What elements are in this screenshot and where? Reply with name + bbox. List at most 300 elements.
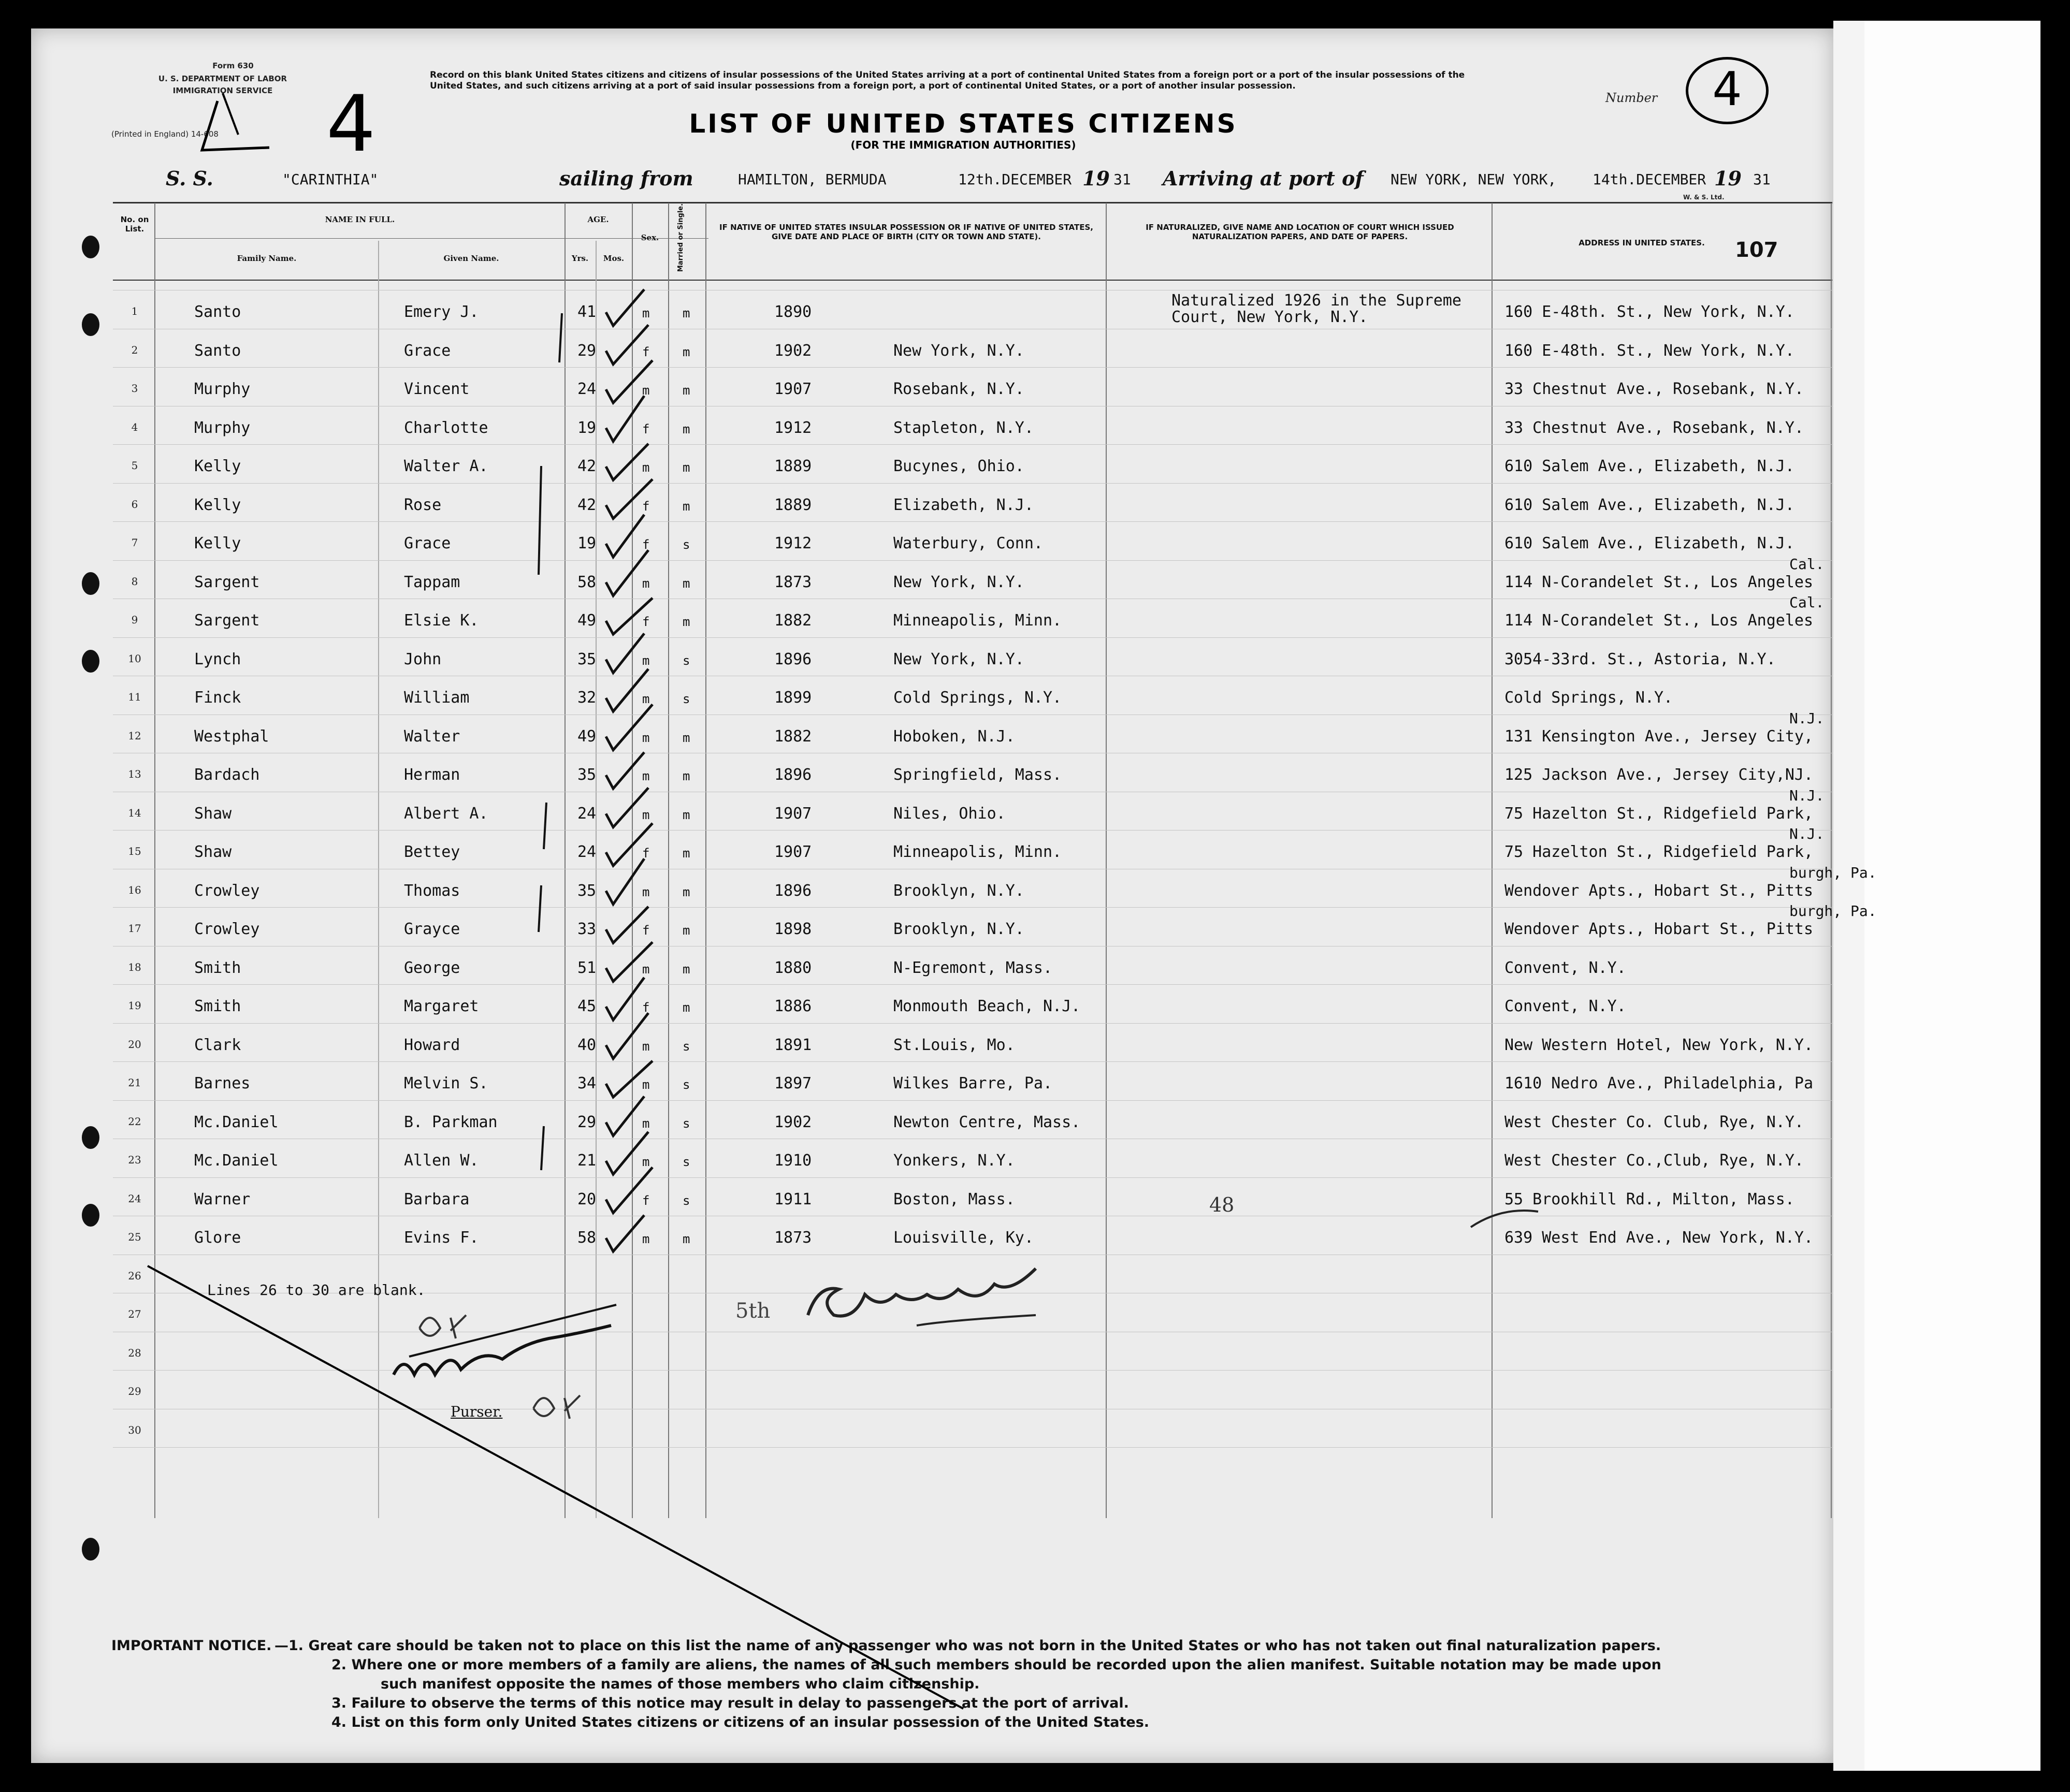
birth-year: 1907 xyxy=(774,804,812,823)
marital-status: m xyxy=(683,846,690,861)
given-name: Bettey xyxy=(404,843,460,861)
address-continuation: N.J. xyxy=(1789,786,1825,804)
arrival-port: NEW YORK, NEW YORK, xyxy=(1391,171,1557,188)
marital-status: m xyxy=(683,961,690,977)
check-mark xyxy=(606,942,653,982)
family-name: Westphal xyxy=(194,727,269,746)
birth-year: 1882 xyxy=(774,727,812,746)
row-number: 17 xyxy=(128,922,141,935)
birth-place: Hoboken, N.J. xyxy=(893,727,1015,746)
birth-year: 1889 xyxy=(774,496,812,514)
arrival-date: 14th.DECEMBER xyxy=(1593,171,1706,188)
birth-place: Brooklyn, N.Y. xyxy=(893,920,1024,938)
sex: m xyxy=(642,653,650,668)
col-sex: Sex. xyxy=(641,233,659,242)
check-mark xyxy=(606,634,644,673)
page-subtitle: (FOR THE IMMIGRATION AUTHORITIES) xyxy=(850,139,1076,151)
address: Convent, N.Y. xyxy=(1504,997,1626,1015)
age-years: 35 xyxy=(577,650,597,668)
ss-label: S. S. xyxy=(166,167,213,190)
marital-status: m xyxy=(683,730,690,745)
row-number: 28 xyxy=(128,1346,141,1359)
row-number: 1 xyxy=(131,305,138,317)
inspector-signature xyxy=(808,1269,1036,1316)
sex: m xyxy=(642,306,650,320)
col-naturalized: IF NATURALIZED, GIVE NAME AND LOCATION OF COURT WHICH ISSUED NATURALIZATION PAPERS, AND DATE OF PAPERS. xyxy=(1146,223,1454,241)
birth-place: New York, N.Y. xyxy=(893,341,1024,360)
address: Convent, N.Y. xyxy=(1504,958,1626,977)
check-mark xyxy=(606,360,653,403)
row-number: 22 xyxy=(128,1115,141,1128)
sex: m xyxy=(642,692,650,706)
marital-status: s xyxy=(683,1193,690,1208)
family-name: Smith xyxy=(194,958,241,977)
cancel-diagonal-line xyxy=(148,1266,963,1709)
age-years: 42 xyxy=(577,496,597,514)
address: Cold Springs, N.Y. xyxy=(1504,689,1673,707)
row-number: 23 xyxy=(128,1154,141,1166)
row-number: 7 xyxy=(131,536,138,549)
sex: m xyxy=(642,383,650,398)
sex: m xyxy=(642,576,650,591)
birth-year: 1880 xyxy=(774,958,812,977)
col-age: AGE. xyxy=(587,215,609,224)
address-continuation: Cal. xyxy=(1789,594,1825,611)
given-name: Vincent xyxy=(404,380,470,398)
age-years: 49 xyxy=(577,611,597,630)
row-number: 13 xyxy=(128,768,141,780)
age-years: 42 xyxy=(577,457,597,475)
marital-status: s xyxy=(683,1039,690,1054)
birth-year: 1902 xyxy=(774,1113,812,1131)
row24-annotation: 48 xyxy=(1209,1193,1235,1216)
birth-place: Elizabeth, N.J. xyxy=(893,496,1034,514)
sail-year: 31 xyxy=(1113,171,1131,188)
birth-place: Boston, Mass. xyxy=(893,1190,1015,1208)
check-mark xyxy=(606,325,648,365)
sex: f xyxy=(642,1000,650,1015)
family-name: Mc.Daniel xyxy=(194,1152,279,1170)
age-years: 24 xyxy=(577,380,597,398)
printed-note: (Printed in England) 14-608 xyxy=(111,129,219,139)
birth-place: New York, N.Y. xyxy=(893,650,1024,668)
check-mark xyxy=(606,788,648,827)
age-years: 58 xyxy=(577,573,597,591)
birth-year: 1910 xyxy=(774,1152,812,1170)
birth-year: 1912 xyxy=(774,534,812,552)
age-years: 32 xyxy=(577,689,597,707)
birth-year: 1911 xyxy=(774,1190,812,1208)
family-name: Crowley xyxy=(194,881,260,900)
age-years: 45 xyxy=(577,997,597,1015)
family-bracket xyxy=(559,313,562,362)
sailing-from-label: sailing from xyxy=(559,167,693,190)
marital-status: s xyxy=(683,537,690,552)
address: 131 Kensington Ave., Jersey City, xyxy=(1504,727,1814,746)
given-name: Tappam xyxy=(404,573,460,591)
address-continuation: N.J. xyxy=(1789,825,1825,842)
birth-year: 1882 xyxy=(774,611,812,630)
marital-status: m xyxy=(683,923,690,938)
given-name: Elsie K. xyxy=(404,611,479,630)
birth-place: Brooklyn, N.Y. xyxy=(893,881,1024,900)
birth-place: Yonkers, N.Y. xyxy=(893,1152,1015,1170)
family-name: Sargent xyxy=(194,573,260,591)
handwritten-stroke xyxy=(223,93,238,135)
check-mark xyxy=(606,978,644,1020)
sex: f xyxy=(642,499,650,514)
sex: m xyxy=(642,460,650,475)
marital-status: m xyxy=(683,1232,690,1246)
sex: f xyxy=(642,344,650,359)
birth-year: 1907 xyxy=(774,843,812,861)
family-name: Mc.Daniel xyxy=(194,1113,279,1131)
col-no: No. on List. xyxy=(120,215,149,234)
service: IMMIGRATION SERVICE xyxy=(172,86,273,95)
age-years: 24 xyxy=(577,804,597,823)
birth-year: 1912 xyxy=(774,418,812,437)
purser-label: Purser. xyxy=(451,1403,503,1420)
age-years: 20 xyxy=(577,1190,597,1208)
inspector-signature-underline xyxy=(917,1315,1036,1325)
given-name: Charlotte xyxy=(404,418,488,437)
birth-place: Niles, Ohio. xyxy=(893,804,1006,823)
age-years: 51 xyxy=(577,958,597,977)
marital-status: s xyxy=(683,1155,690,1169)
address: 33 Chestnut Ave., Rosebank, N.Y. xyxy=(1504,418,1804,437)
row-number: 30 xyxy=(128,1423,141,1436)
row-number: 26 xyxy=(128,1269,141,1282)
family-name: Murphy xyxy=(194,380,251,398)
given-name: John xyxy=(404,650,442,668)
form-number: Form 630 xyxy=(212,61,254,70)
given-name: Rose xyxy=(404,496,442,514)
address: 3054-33rd. St., Astoria, N.Y. xyxy=(1504,650,1776,668)
given-name: Grace xyxy=(404,534,451,552)
given-name: Walter A. xyxy=(404,457,488,475)
family-bracket xyxy=(541,1126,544,1170)
birth-place: Wilkes Barre, Pa. xyxy=(893,1074,1053,1092)
check-mark xyxy=(606,479,653,519)
row-number: 27 xyxy=(128,1308,141,1320)
sex: f xyxy=(642,923,650,938)
birth-place: Springfield, Mass. xyxy=(893,766,1062,784)
marital-status: m xyxy=(683,1000,690,1015)
row-number: 29 xyxy=(128,1385,141,1397)
row-number: 6 xyxy=(131,498,138,511)
age-years: 58 xyxy=(577,1229,597,1247)
marital-status: m xyxy=(683,499,690,514)
family-name: Kelly xyxy=(194,457,241,475)
arrive-year-prefix: 19 xyxy=(1714,167,1742,190)
page-title: LIST OF UNITED STATES CITIZENS xyxy=(689,109,1238,139)
address: 114 N-Corandelet St., Los Angeles xyxy=(1504,573,1814,591)
birth-place: Rosebank, N.Y. xyxy=(893,380,1024,398)
notice-item: 2. Where one or more members of a family are aliens, the names of all such members should be recorded upon the alien manifest. Suitable notation may be made upon xyxy=(331,1657,1661,1673)
family-name: Warner xyxy=(194,1190,251,1208)
age-years: 41 xyxy=(577,303,597,321)
marital-status: m xyxy=(683,769,690,783)
family-name: Clark xyxy=(194,1036,241,1054)
marital-status: m xyxy=(683,306,690,320)
notice-item: such manifest opposite the names of those members who claim citizenship. xyxy=(381,1676,980,1692)
notice-item: —1. Great care should be taken not to place on this list the name of any passenger who was not born in the United States or who has not taken out final naturalization papers. xyxy=(274,1638,1661,1654)
address: 55 Brookhill Rd., Milton, Mass. xyxy=(1504,1190,1794,1208)
check-mark xyxy=(606,907,648,943)
family-name: Sargent xyxy=(194,611,260,630)
birth-year: 1899 xyxy=(774,689,812,707)
birth-year: 1889 xyxy=(774,457,812,475)
family-name: Santo xyxy=(194,341,241,360)
family-name: Glore xyxy=(194,1229,241,1247)
birth-place: St.Louis, Mo. xyxy=(893,1036,1015,1054)
address-correction-mark xyxy=(1471,1211,1538,1227)
family-bracket xyxy=(539,885,541,932)
blank-lines-note: Lines 26 to 30 are blank. xyxy=(207,1281,426,1299)
family-name: Smith xyxy=(194,997,241,1015)
check-mark xyxy=(606,1061,653,1097)
family-name: Shaw xyxy=(194,843,232,861)
sex: f xyxy=(642,537,650,552)
marital-status: m xyxy=(683,460,690,475)
birth-year: 1873 xyxy=(774,1229,812,1247)
col-months: Mos. xyxy=(603,254,625,263)
family-name: Kelly xyxy=(194,496,241,514)
sail-date: 12th.DECEMBER xyxy=(958,171,1072,188)
check-mark xyxy=(606,823,653,866)
birth-place: Newton Centre, Mass. xyxy=(893,1113,1081,1131)
family-name: Lynch xyxy=(194,650,241,668)
age-years: 21 xyxy=(577,1152,597,1170)
notice-item: 4. List on this form only United States citizens or citizens of an insular possession of the United States. xyxy=(331,1714,1150,1730)
family-name: Santo xyxy=(194,303,241,321)
address: Wendover Apts., Hobart St., Pitts xyxy=(1504,920,1814,938)
given-name: William xyxy=(404,689,470,707)
address: 75 Hazelton St., Ridgefield Park, xyxy=(1504,843,1814,861)
department: U. S. DEPARTMENT OF LABOR xyxy=(158,74,287,83)
address: 33 Chestnut Ave., Rosebank, N.Y. xyxy=(1504,380,1804,398)
address: 610 Salem Ave., Elizabeth, N.J. xyxy=(1504,496,1794,514)
address-continuation: N.J. xyxy=(1789,709,1825,727)
row-number: 18 xyxy=(128,960,141,973)
col-married-single: Married or Single. xyxy=(677,203,685,272)
birth-place: Bucynes, Ohio. xyxy=(893,457,1024,475)
age-years: 33 xyxy=(577,920,597,938)
given-name: Thomas xyxy=(404,881,460,900)
family-name: Kelly xyxy=(194,534,241,552)
marital-status: m xyxy=(683,615,690,629)
marital-status: m xyxy=(683,344,690,359)
list-number-circled: 4 xyxy=(1686,57,1769,124)
age-years: 35 xyxy=(577,881,597,900)
sex: f xyxy=(642,1193,650,1208)
row-number: 8 xyxy=(131,575,138,588)
family-name: Finck xyxy=(194,689,241,707)
given-name: Howard xyxy=(404,1036,460,1054)
family-name: Shaw xyxy=(194,804,232,823)
given-name: Evins F. xyxy=(404,1229,479,1247)
age-years: 24 xyxy=(577,843,597,861)
col-given-name: Given Name. xyxy=(443,254,499,263)
check-mark xyxy=(606,444,648,480)
inspector-prefix: 5th xyxy=(735,1299,771,1323)
check-mark xyxy=(606,752,644,789)
birth-place: Stapleton, N.Y. xyxy=(893,418,1034,437)
col-name-in-full: NAME IN FULL. xyxy=(325,215,395,224)
birth-place: N-Egremont, Mass. xyxy=(893,958,1053,977)
col-family-name: Family Name. xyxy=(237,254,297,263)
birth-place: Minneapolis, Minn. xyxy=(893,843,1062,861)
given-name: Allen W. xyxy=(404,1152,479,1170)
row-number: 9 xyxy=(131,614,138,626)
arriving-label: Arriving at port of xyxy=(1163,167,1364,190)
marital-status: s xyxy=(683,1116,690,1131)
sex: m xyxy=(642,807,650,822)
arrive-year: 31 xyxy=(1753,171,1771,188)
check-mark xyxy=(606,669,648,711)
marital-status: s xyxy=(683,1077,690,1092)
birth-year: 1891 xyxy=(774,1036,812,1054)
family-bracket xyxy=(539,466,541,575)
marital-status: s xyxy=(683,653,690,668)
row-number: 24 xyxy=(128,1192,141,1205)
address: Wendover Apts., Hobart St., Pitts xyxy=(1504,881,1814,900)
age-years: 40 xyxy=(577,1036,597,1054)
birth-year: 1897 xyxy=(774,1074,812,1092)
sex: m xyxy=(642,1116,650,1131)
given-name: Albert A. xyxy=(404,804,488,823)
ok-mark xyxy=(533,1395,580,1419)
naturalization-line-2: Court, New York, N.Y. xyxy=(1171,308,1368,326)
given-name: Herman xyxy=(404,766,460,784)
notice-item: 3. Failure to observe the terms of this notice may result in delay to passengers at the port of arrival. xyxy=(331,1695,1129,1711)
col-address: ADDRESS IN UNITED STATES. xyxy=(1579,238,1705,247)
birth-place: New York, N.Y. xyxy=(893,573,1024,591)
row-number: 16 xyxy=(128,883,141,896)
sex: m xyxy=(642,961,650,977)
birth-year: 1873 xyxy=(774,573,812,591)
address: West Chester Co. Club, Rye, N.Y. xyxy=(1504,1113,1804,1131)
check-mark xyxy=(606,1097,644,1136)
row-number: 14 xyxy=(128,806,141,819)
given-name: Barbara xyxy=(404,1190,470,1208)
birth-year: 1886 xyxy=(774,997,812,1015)
sex: f xyxy=(642,421,650,436)
address: 610 Salem Ave., Elizabeth, N.J. xyxy=(1504,534,1794,552)
birth-place: Minneapolis, Minn. xyxy=(893,611,1062,630)
sex: m xyxy=(642,1039,650,1054)
row-number: 4 xyxy=(131,420,138,433)
address: 1610 Nedro Ave., Philadelphia, Pa xyxy=(1504,1074,1814,1092)
address: 639 West End Ave., New York, N.Y. xyxy=(1504,1229,1814,1247)
ok-mark xyxy=(419,1315,466,1338)
age-years: 29 xyxy=(577,1113,597,1131)
given-name: Grayce xyxy=(404,920,460,938)
birth-place: Cold Springs, N.Y. xyxy=(893,689,1062,707)
given-name: Melvin S. xyxy=(404,1074,488,1092)
age-years: 29 xyxy=(577,341,597,360)
row-number: 11 xyxy=(128,691,141,703)
col-years: Yrs. xyxy=(571,254,589,263)
check-mark xyxy=(606,1215,644,1251)
naturalization-line-1: Naturalized 1926 in the Supreme xyxy=(1171,292,1461,310)
row-number: 19 xyxy=(128,999,141,1012)
birth-year: 1902 xyxy=(774,341,812,360)
birth-year: 1896 xyxy=(774,881,812,900)
family-name: Murphy xyxy=(194,418,251,437)
check-mark xyxy=(606,289,644,326)
marital-status: m xyxy=(683,884,690,899)
row-number: 3 xyxy=(131,382,138,395)
marital-status: m xyxy=(683,421,690,436)
address-stamp: 107 xyxy=(1735,238,1778,262)
sex: m xyxy=(642,730,650,745)
address-continuation: burgh, Pa. xyxy=(1789,902,1877,920)
sex: m xyxy=(642,884,650,899)
given-name: Margaret xyxy=(404,997,479,1015)
marital-status: s xyxy=(683,692,690,706)
birth-place: Monmouth Beach, N.J. xyxy=(893,997,1081,1015)
row-number: 12 xyxy=(128,729,141,742)
col-birth: IF NATIVE OF UNITED STATES INSULAR POSSESSION OR IF NATIVE OF UNITED STATES, GIVE DATE AND PLACE OF BIRTH (CITY OR TOWN AND STATE). xyxy=(719,223,1093,241)
ship-name: "CARINTHIA" xyxy=(282,171,379,188)
birth-year: 1898 xyxy=(774,920,812,938)
number-label: Number xyxy=(1605,91,1658,105)
family-bracket xyxy=(544,803,546,849)
age-years: 49 xyxy=(577,727,597,746)
check-marks xyxy=(606,289,653,1251)
address: 160 E-48th. St., New York, N.Y. xyxy=(1504,303,1794,321)
birth-year: 1896 xyxy=(774,766,812,784)
row-number: 20 xyxy=(128,1038,141,1051)
handwritten-page-number: 4 xyxy=(326,79,376,169)
age-years: 34 xyxy=(577,1074,597,1092)
family-name: Crowley xyxy=(194,920,260,938)
given-name: Emery J. xyxy=(404,303,479,321)
row-number: 10 xyxy=(128,652,141,665)
address: New Western Hotel, New York, N.Y. xyxy=(1504,1036,1814,1054)
sex: m xyxy=(642,769,650,783)
address: 610 Salem Ave., Elizabeth, N.J. xyxy=(1504,457,1794,475)
sex: m xyxy=(642,1077,650,1092)
birth-year: 1890 xyxy=(774,303,812,321)
address: 114 N-Corandelet St., Los Angeles xyxy=(1504,611,1814,630)
notice-heading: IMPORTANT NOTICE. xyxy=(111,1638,272,1654)
age-years: 35 xyxy=(577,766,597,784)
record-note: Record on this blank United States citizens and citizens of insular possessions of the United States arriving at a port of continental United States from a foreign port or a port of the insular possessions of the United States, and such citizens arriving at a port of said insular possessions from a foreign port, a port of continental United States, or a port of another insular possession. xyxy=(430,70,1465,91)
row-number: 15 xyxy=(128,845,141,857)
address: 75 Hazelton St., Ridgefield Park, xyxy=(1504,804,1814,823)
age-years: 19 xyxy=(577,534,597,552)
given-name: George xyxy=(404,958,460,977)
address: 125 Jackson Ave., Jersey City,NJ. xyxy=(1504,766,1814,784)
birth-place: Waterbury, Conn. xyxy=(893,534,1043,552)
row-number: 21 xyxy=(128,1076,141,1089)
given-name: Walter xyxy=(404,727,460,746)
address-continuation: Cal. xyxy=(1789,555,1825,573)
departure-port: HAMILTON, BERMUDA xyxy=(738,171,887,188)
birth-year: 1896 xyxy=(774,650,812,668)
address: West Chester Co.,Club, Rye, N.Y. xyxy=(1504,1152,1804,1170)
marital-status: m xyxy=(683,383,690,398)
birth-year: 1907 xyxy=(774,380,812,398)
sail-year-prefix: 19 xyxy=(1082,167,1110,190)
family-name: Bardach xyxy=(194,766,260,784)
sex: f xyxy=(642,846,650,861)
marital-status: m xyxy=(683,576,690,591)
given-name: B. Parkman xyxy=(404,1113,498,1131)
marital-status: m xyxy=(683,807,690,822)
